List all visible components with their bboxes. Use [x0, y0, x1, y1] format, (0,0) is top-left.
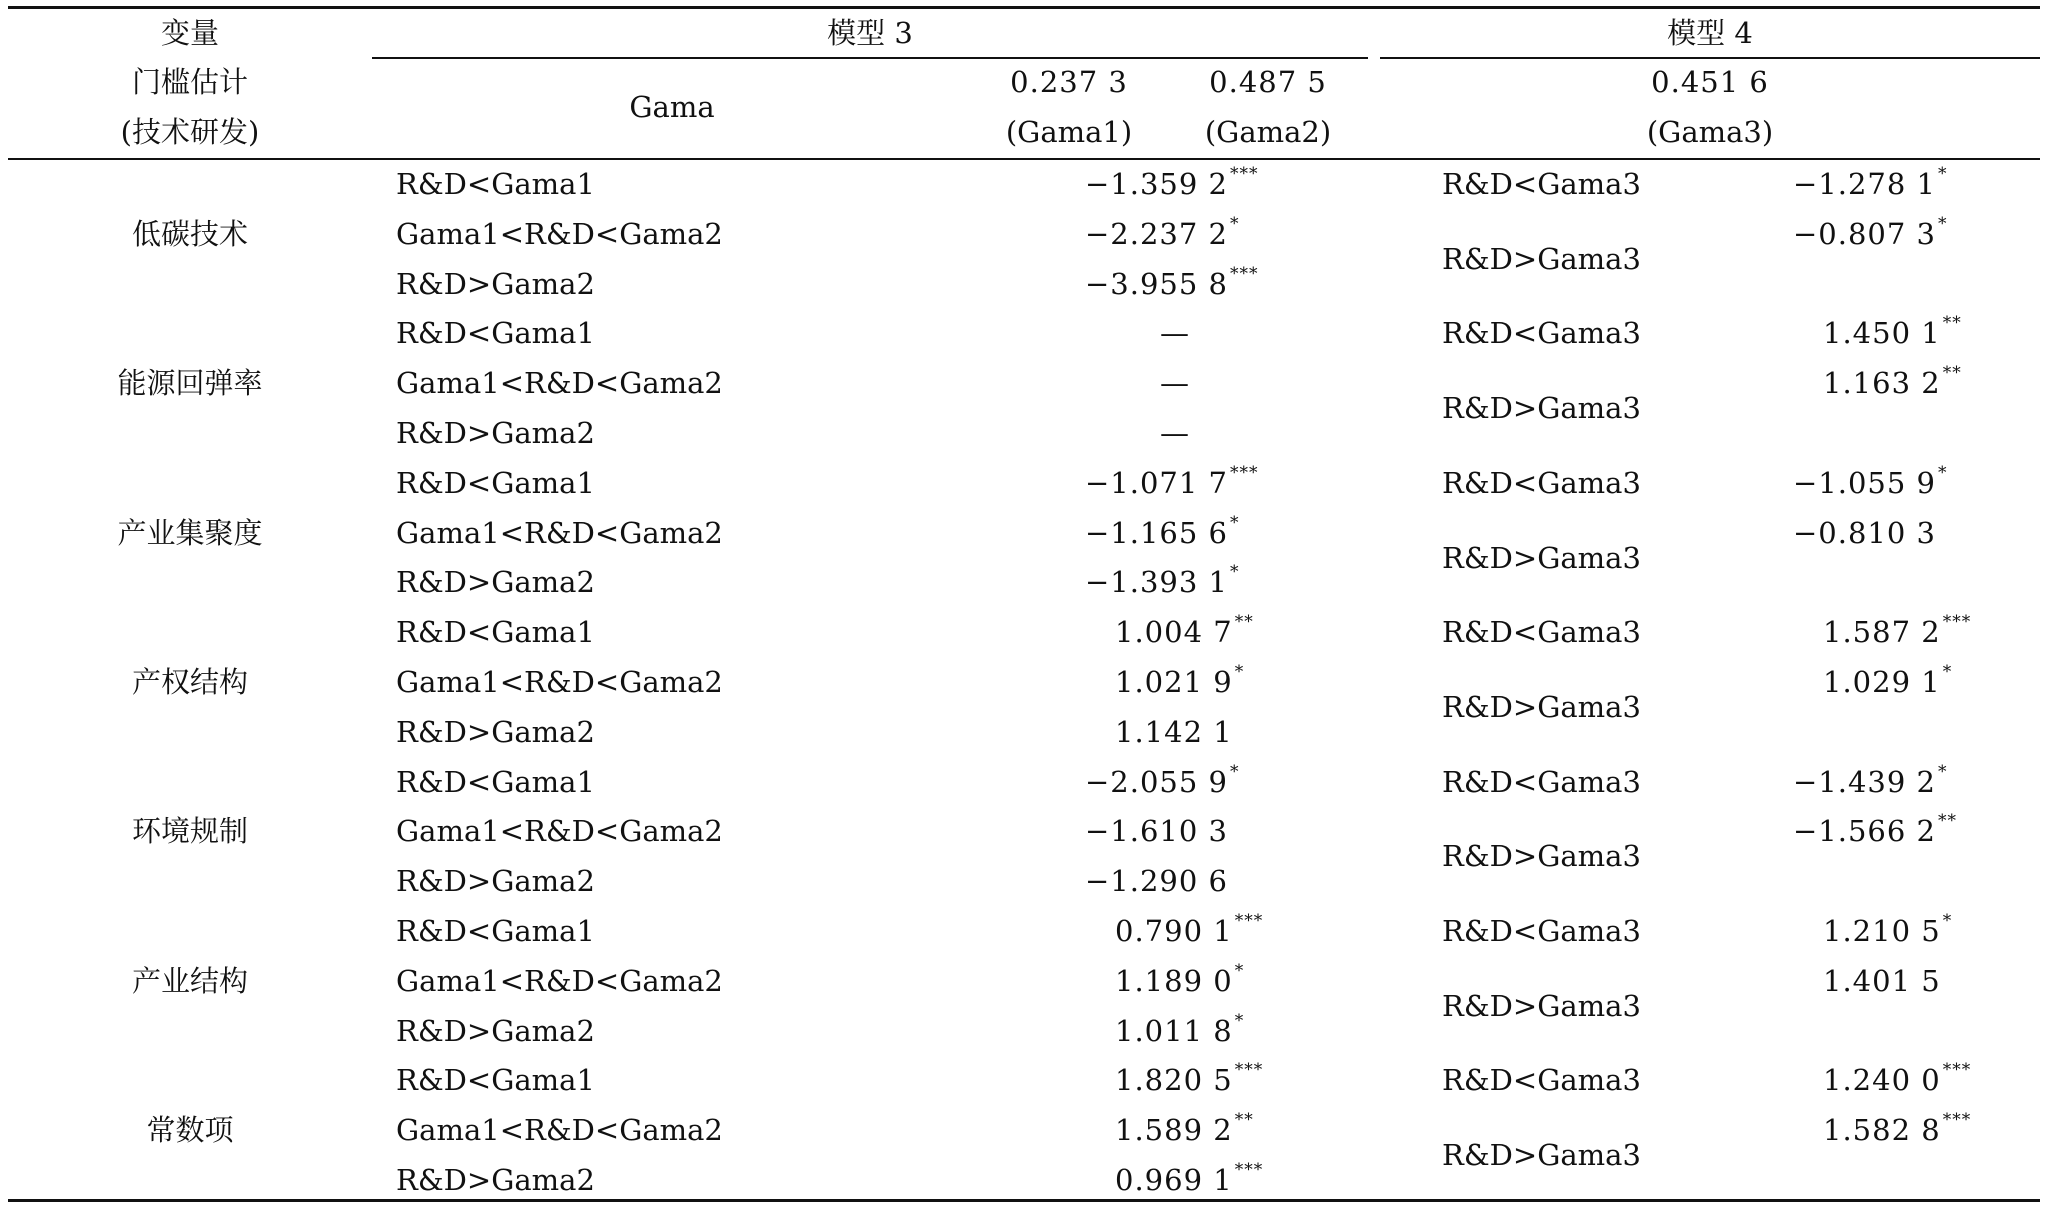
model4-value [1793, 164, 1948, 201]
row-label: 低碳技术 [131, 216, 249, 251]
model4-value [1793, 811, 1957, 849]
model3-condition: R&D<Gama1 [396, 914, 595, 948]
significance-mark: * [1230, 213, 1240, 234]
model4-value [1793, 761, 1948, 799]
model3-condition: R&D<Gama1 [396, 1063, 595, 1098]
significance-mark: * [1938, 164, 1948, 184]
coefficient: 1.450 1 [1823, 316, 1941, 351]
significance-mark: *** [1942, 612, 1972, 633]
significance-mark: *** [1942, 1110, 1972, 1131]
header-gama3-label: (Gama3) [1646, 115, 1774, 149]
coefficient: — [1160, 366, 1190, 401]
model3-value [1085, 512, 1240, 550]
coefficient: 0.969 1 [1115, 1163, 1233, 1197]
model4-condition: R&D>Gama3 [1442, 839, 1641, 874]
significance-mark: *** [1230, 263, 1259, 284]
header-gama3-value: 0.451 6 [1651, 65, 1769, 99]
model4-condition: R&D<Gama3 [1442, 764, 1641, 799]
model3-value [1160, 416, 1190, 450]
model3-value [1085, 164, 1259, 201]
coefficient: 1.582 8 [1823, 1113, 1941, 1148]
coefficient: −2.237 2 [1085, 216, 1228, 251]
model4-value [1823, 1110, 1972, 1148]
model3-value [1085, 864, 1228, 899]
model3-condition: R&D<Gama1 [396, 167, 595, 201]
significance-mark: * [1938, 462, 1948, 483]
model4-value [1823, 612, 1972, 650]
model3-value [1085, 761, 1240, 799]
significance-mark: *** [1230, 462, 1259, 483]
model3-value [1115, 662, 1245, 699]
model3-value [1085, 213, 1240, 251]
coefficient: — [1160, 416, 1190, 450]
significance-mark: * [1234, 1010, 1245, 1031]
coefficient: −1.566 2 [1793, 814, 1936, 849]
model4-condition: R&D<Gama3 [1442, 316, 1641, 351]
model4-value [1823, 963, 1941, 998]
significance-mark: ** [1938, 811, 1957, 832]
row-label: 环境规制 [131, 814, 249, 849]
model3-value [1115, 1010, 1245, 1048]
coefficient: −1.610 3 [1085, 814, 1228, 849]
model4-condition: R&D<Gama3 [1442, 914, 1641, 948]
significance-mark: * [1234, 662, 1245, 682]
model4-condition: R&D>Gama3 [1442, 241, 1641, 276]
coefficient: −1.165 6 [1085, 515, 1228, 550]
significance-mark: ** [1234, 612, 1254, 633]
model4-value [1823, 662, 1953, 699]
top-rule [8, 6, 2040, 9]
model3-condition: R&D<Gama1 [396, 316, 595, 351]
model4-condition: R&D>Gama3 [1442, 988, 1641, 1023]
coefficient: −1.393 1 [1085, 565, 1228, 600]
model3-condition: R&D<Gama1 [396, 615, 595, 650]
significance-mark: * [1938, 213, 1948, 234]
model4-value [1793, 515, 1936, 550]
coefficient: −1.359 2 [1085, 167, 1228, 201]
significance-mark: *** [1942, 1060, 1972, 1081]
model3-condition: Gama1<R&D<Gama2 [396, 814, 723, 849]
model3-value [1115, 612, 1254, 650]
model3-condition: Gama1<R&D<Gama2 [396, 665, 723, 699]
model4-value [1823, 911, 1953, 948]
model3-condition: R&D>Gama2 [396, 1013, 595, 1048]
coefficient: −1.278 1 [1793, 167, 1936, 201]
coefficient: 1.004 7 [1115, 615, 1233, 650]
coefficient: 1.401 5 [1823, 963, 1941, 998]
coefficient: 0.790 1 [1115, 914, 1233, 948]
coefficient: — [1160, 316, 1190, 351]
model3-condition: R&D<Gama1 [396, 465, 595, 500]
model4-value [1823, 1060, 1972, 1098]
significance-mark: ** [1942, 363, 1962, 384]
model4-condition: R&D>Gama3 [1442, 540, 1641, 575]
coefficient: 1.589 2 [1115, 1113, 1233, 1148]
model3-condition: R&D>Gama2 [396, 565, 595, 600]
significance-mark: * [1234, 960, 1245, 981]
model4-value [1823, 363, 1962, 401]
header-threshold-estimate: 门槛估计 [131, 65, 249, 99]
model4-condition: R&D<Gama3 [1442, 615, 1641, 650]
header-gama2-value: 0.487 5 [1209, 65, 1327, 99]
coefficient: 1.587 2 [1823, 615, 1941, 650]
model3-value [1115, 714, 1233, 749]
coefficient: 1.011 8 [1115, 1013, 1233, 1048]
model4-value [1823, 313, 1962, 351]
coefficient: −3.955 8 [1085, 266, 1228, 301]
model3-condition: R&D>Gama2 [396, 864, 595, 899]
model3-condition: R&D>Gama2 [396, 416, 595, 450]
significance-mark: * [1942, 911, 1953, 931]
header-gama2-label: (Gama2) [1204, 115, 1332, 149]
coefficient: −1.055 9 [1793, 465, 1936, 500]
coefficient: 1.163 2 [1823, 366, 1941, 401]
coefficient: 1.210 5 [1823, 914, 1941, 948]
model3-value [1085, 263, 1259, 301]
coefficient: −2.055 9 [1085, 764, 1228, 799]
coefficient: −0.810 3 [1793, 515, 1936, 550]
row-label: 产权结构 [131, 665, 249, 699]
model4-condition: R&D<Gama3 [1442, 465, 1641, 500]
header-tech-rd: (技术研发) [120, 115, 260, 149]
model4-condition: R&D>Gama3 [1442, 1138, 1641, 1173]
coefficient: −1.439 2 [1793, 764, 1936, 799]
model3-condition: Gama1<R&D<Gama2 [396, 366, 723, 401]
coefficient: 1.021 9 [1115, 665, 1233, 699]
significance-mark: *** [1234, 1060, 1264, 1081]
significance-mark: *** [1234, 1160, 1264, 1180]
significance-mark: ** [1942, 313, 1962, 334]
model3-underline [372, 57, 1368, 59]
model3-value [1085, 462, 1259, 500]
model3-condition: Gama1<R&D<Gama2 [396, 1113, 723, 1148]
row-label: 常数项 [146, 1113, 234, 1148]
model3-value [1115, 1110, 1254, 1148]
model4-condition: R&D>Gama3 [1442, 391, 1641, 426]
significance-mark: *** [1234, 911, 1264, 931]
bottom-rule [8, 1199, 2040, 1202]
model3-condition: R&D<Gama1 [396, 764, 595, 799]
significance-mark: * [1230, 512, 1240, 533]
coefficient: −1.071 7 [1085, 465, 1228, 500]
significance-mark: ** [1234, 1110, 1254, 1131]
model4-condition: R&D<Gama3 [1442, 1063, 1641, 1098]
coefficient: 1.189 0 [1115, 963, 1233, 998]
model3-condition: Gama1<R&D<Gama2 [396, 515, 723, 550]
header-rule [8, 158, 2040, 160]
significance-mark: * [1230, 761, 1240, 782]
significance-mark: * [1938, 761, 1948, 782]
row-label: 能源回弹率 [117, 366, 263, 401]
model4-underline [1380, 57, 2040, 59]
significance-mark: *** [1230, 164, 1259, 184]
model3-condition: Gama1<R&D<Gama2 [396, 216, 723, 251]
model3-value [1085, 814, 1228, 849]
row-label: 产业结构 [131, 963, 249, 998]
significance-mark: * [1942, 662, 1953, 682]
model3-value [1115, 1160, 1264, 1197]
coefficient: −1.290 6 [1085, 864, 1228, 899]
header-model4: 模型 4 [1667, 16, 1753, 50]
model3-value [1115, 1060, 1264, 1098]
significance-mark: * [1230, 562, 1240, 583]
model4-condition: R&D>Gama3 [1442, 689, 1641, 724]
coefficient: 1.029 1 [1823, 665, 1941, 699]
model3-condition: R&D>Gama2 [396, 266, 595, 301]
header-variable: 变量 [160, 16, 220, 50]
coefficient: 1.142 1 [1115, 714, 1233, 749]
header-gama1-label: (Gama1) [1005, 115, 1133, 149]
header-gama-label: Gama [629, 90, 715, 124]
model3-value [1160, 316, 1190, 351]
model3-value [1085, 562, 1240, 600]
coefficient: 1.820 5 [1115, 1063, 1233, 1098]
header-model3: 模型 3 [827, 16, 913, 50]
model3-condition: Gama1<R&D<Gama2 [396, 963, 723, 998]
model3-condition: R&D>Gama2 [396, 1163, 595, 1197]
model3-value [1115, 911, 1264, 948]
row-label: 产业集聚度 [117, 515, 263, 550]
model4-value [1793, 213, 1948, 251]
coefficient: 1.240 0 [1823, 1063, 1941, 1098]
model3-value [1160, 366, 1190, 401]
model4-condition: R&D<Gama3 [1442, 167, 1641, 201]
model3-condition: R&D>Gama2 [396, 714, 595, 749]
header-gama1-value: 0.237 3 [1010, 65, 1128, 99]
model4-value [1793, 462, 1948, 500]
model3-value [1115, 960, 1245, 998]
coefficient: −0.807 3 [1793, 216, 1936, 251]
